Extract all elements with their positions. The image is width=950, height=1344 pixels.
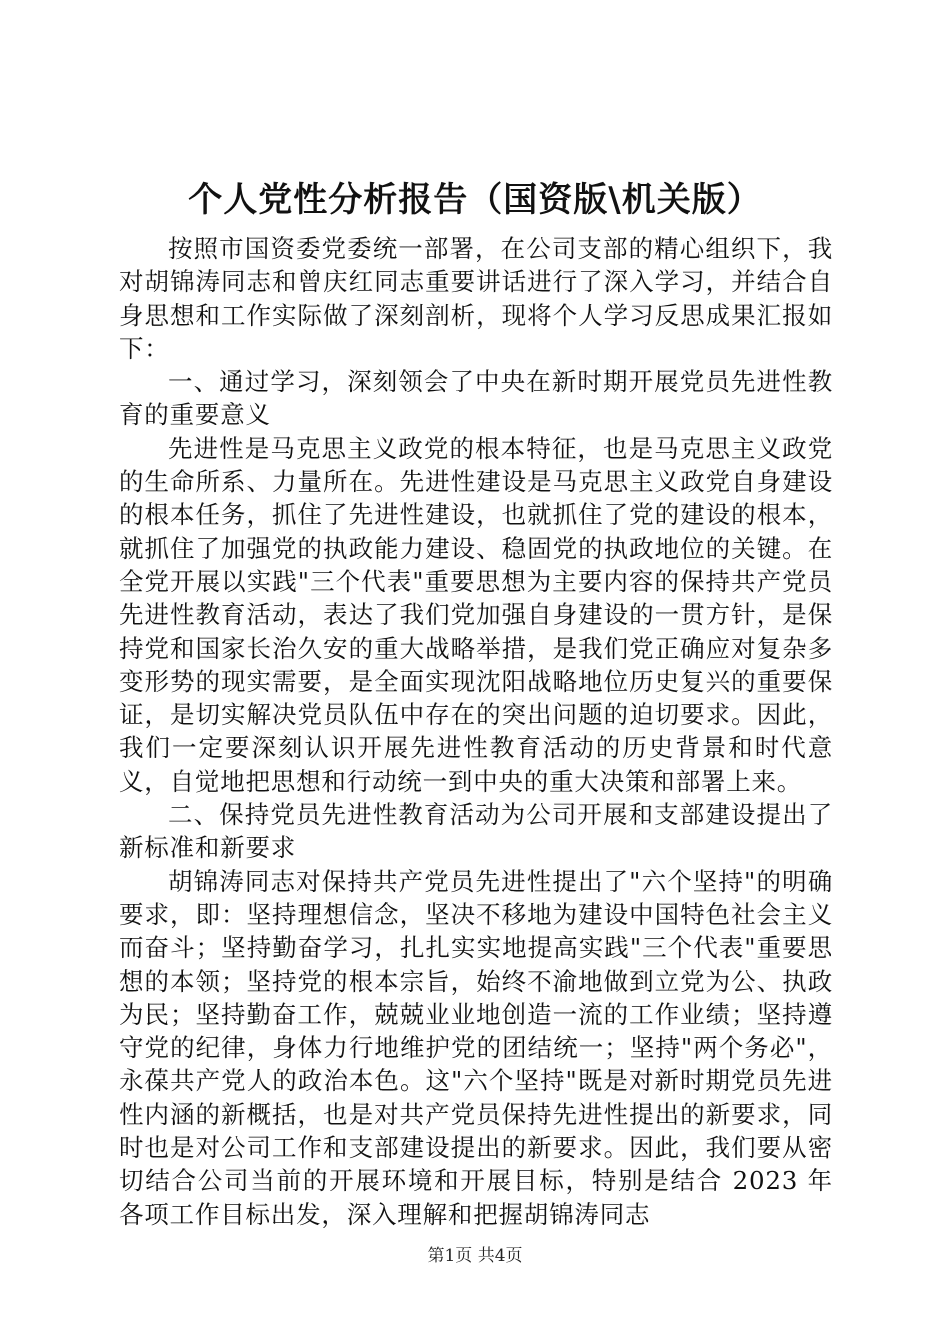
page-footer: 第1页 共4页 bbox=[427, 1246, 523, 1266]
document-body bbox=[119, 232, 833, 1231]
paragraph-intro: 按照市国资委党委统一部署，在公司支部的精心组织下，我对胡锦涛同志和曾庆红同志重要讲话进行了深入学习，并结合自身思想和工作实际做了深刻剖析，现将个人学习反思成果汇报如下： bbox=[119, 234, 833, 363]
section-heading-1: 一、通过学习，深刻领会了中央在新时期开展党员先进性教育的重要意义 bbox=[119, 367, 833, 430]
section-heading-2: 二、保持党员先进性教育活动为公司开展和支部建设提出了新标准和新要求 bbox=[119, 800, 833, 863]
paragraph-section-2: 胡锦涛同志对保持共产党员先进性提出了"六个坚持"的明确要求，即：坚持理想信念，坚决不移地为建设中国特色社会主义而奋斗；坚持勤奋学习，扎扎实实地提高实践"三个代表"重要思想的本领；坚持党的根本宗旨，始终不渝地做到立党为公、执政为民；坚持勤奋工作，兢兢业业地创造一流的工作业绩；坚持遵守党的纪律，身体力行地维护党的团结统一；坚持"两个务必"，永葆共产党人的政治本色。这"六个坚持"既是对新时期党员先进性内涵的新概括，也是对共产党员保持先进性提出的新要求，同时也是对公司工作和支部建设提出的新要求。因此，我们要从密切结合公司当前的开展环境和开展目标，特别是结合 2023 年各项工作目标出发，深入理解和把握胡锦涛同志 bbox=[119, 866, 833, 1229]
paragraph-section-1: 先进性是马克思主义政党的根本特征，也是马克思主义政党的生命所系、力量所在。先进性建设是马克思主义政党自身建设的根本任务，抓住了先进性建设，也就抓住了党的建设的根本，就抓住了加强党的执政能力建设、稳固党的执政地位的关键。在全党开展以实践"三个代表"重要思想为主要内容的保持共产党员先进性教育活动，表达了我们党加强自身建设的一贯方针，是保持党和国家长治久安的重大战略举措，是我们党正确应对复杂多变形势的现实需要，是全面实现沈阳战略地位历史复兴的重要保证，是切实解决党员队伍中存在的突出问题的迫切要求。因此，我们一定要深刻认识开展先进性教育活动的历史背景和时代意义，自觉地把思想和行动统一到中央的重大决策和部署上来。 bbox=[119, 433, 833, 796]
document-title: 个人党性分析报告（国资版\机关版） bbox=[188, 180, 762, 220]
